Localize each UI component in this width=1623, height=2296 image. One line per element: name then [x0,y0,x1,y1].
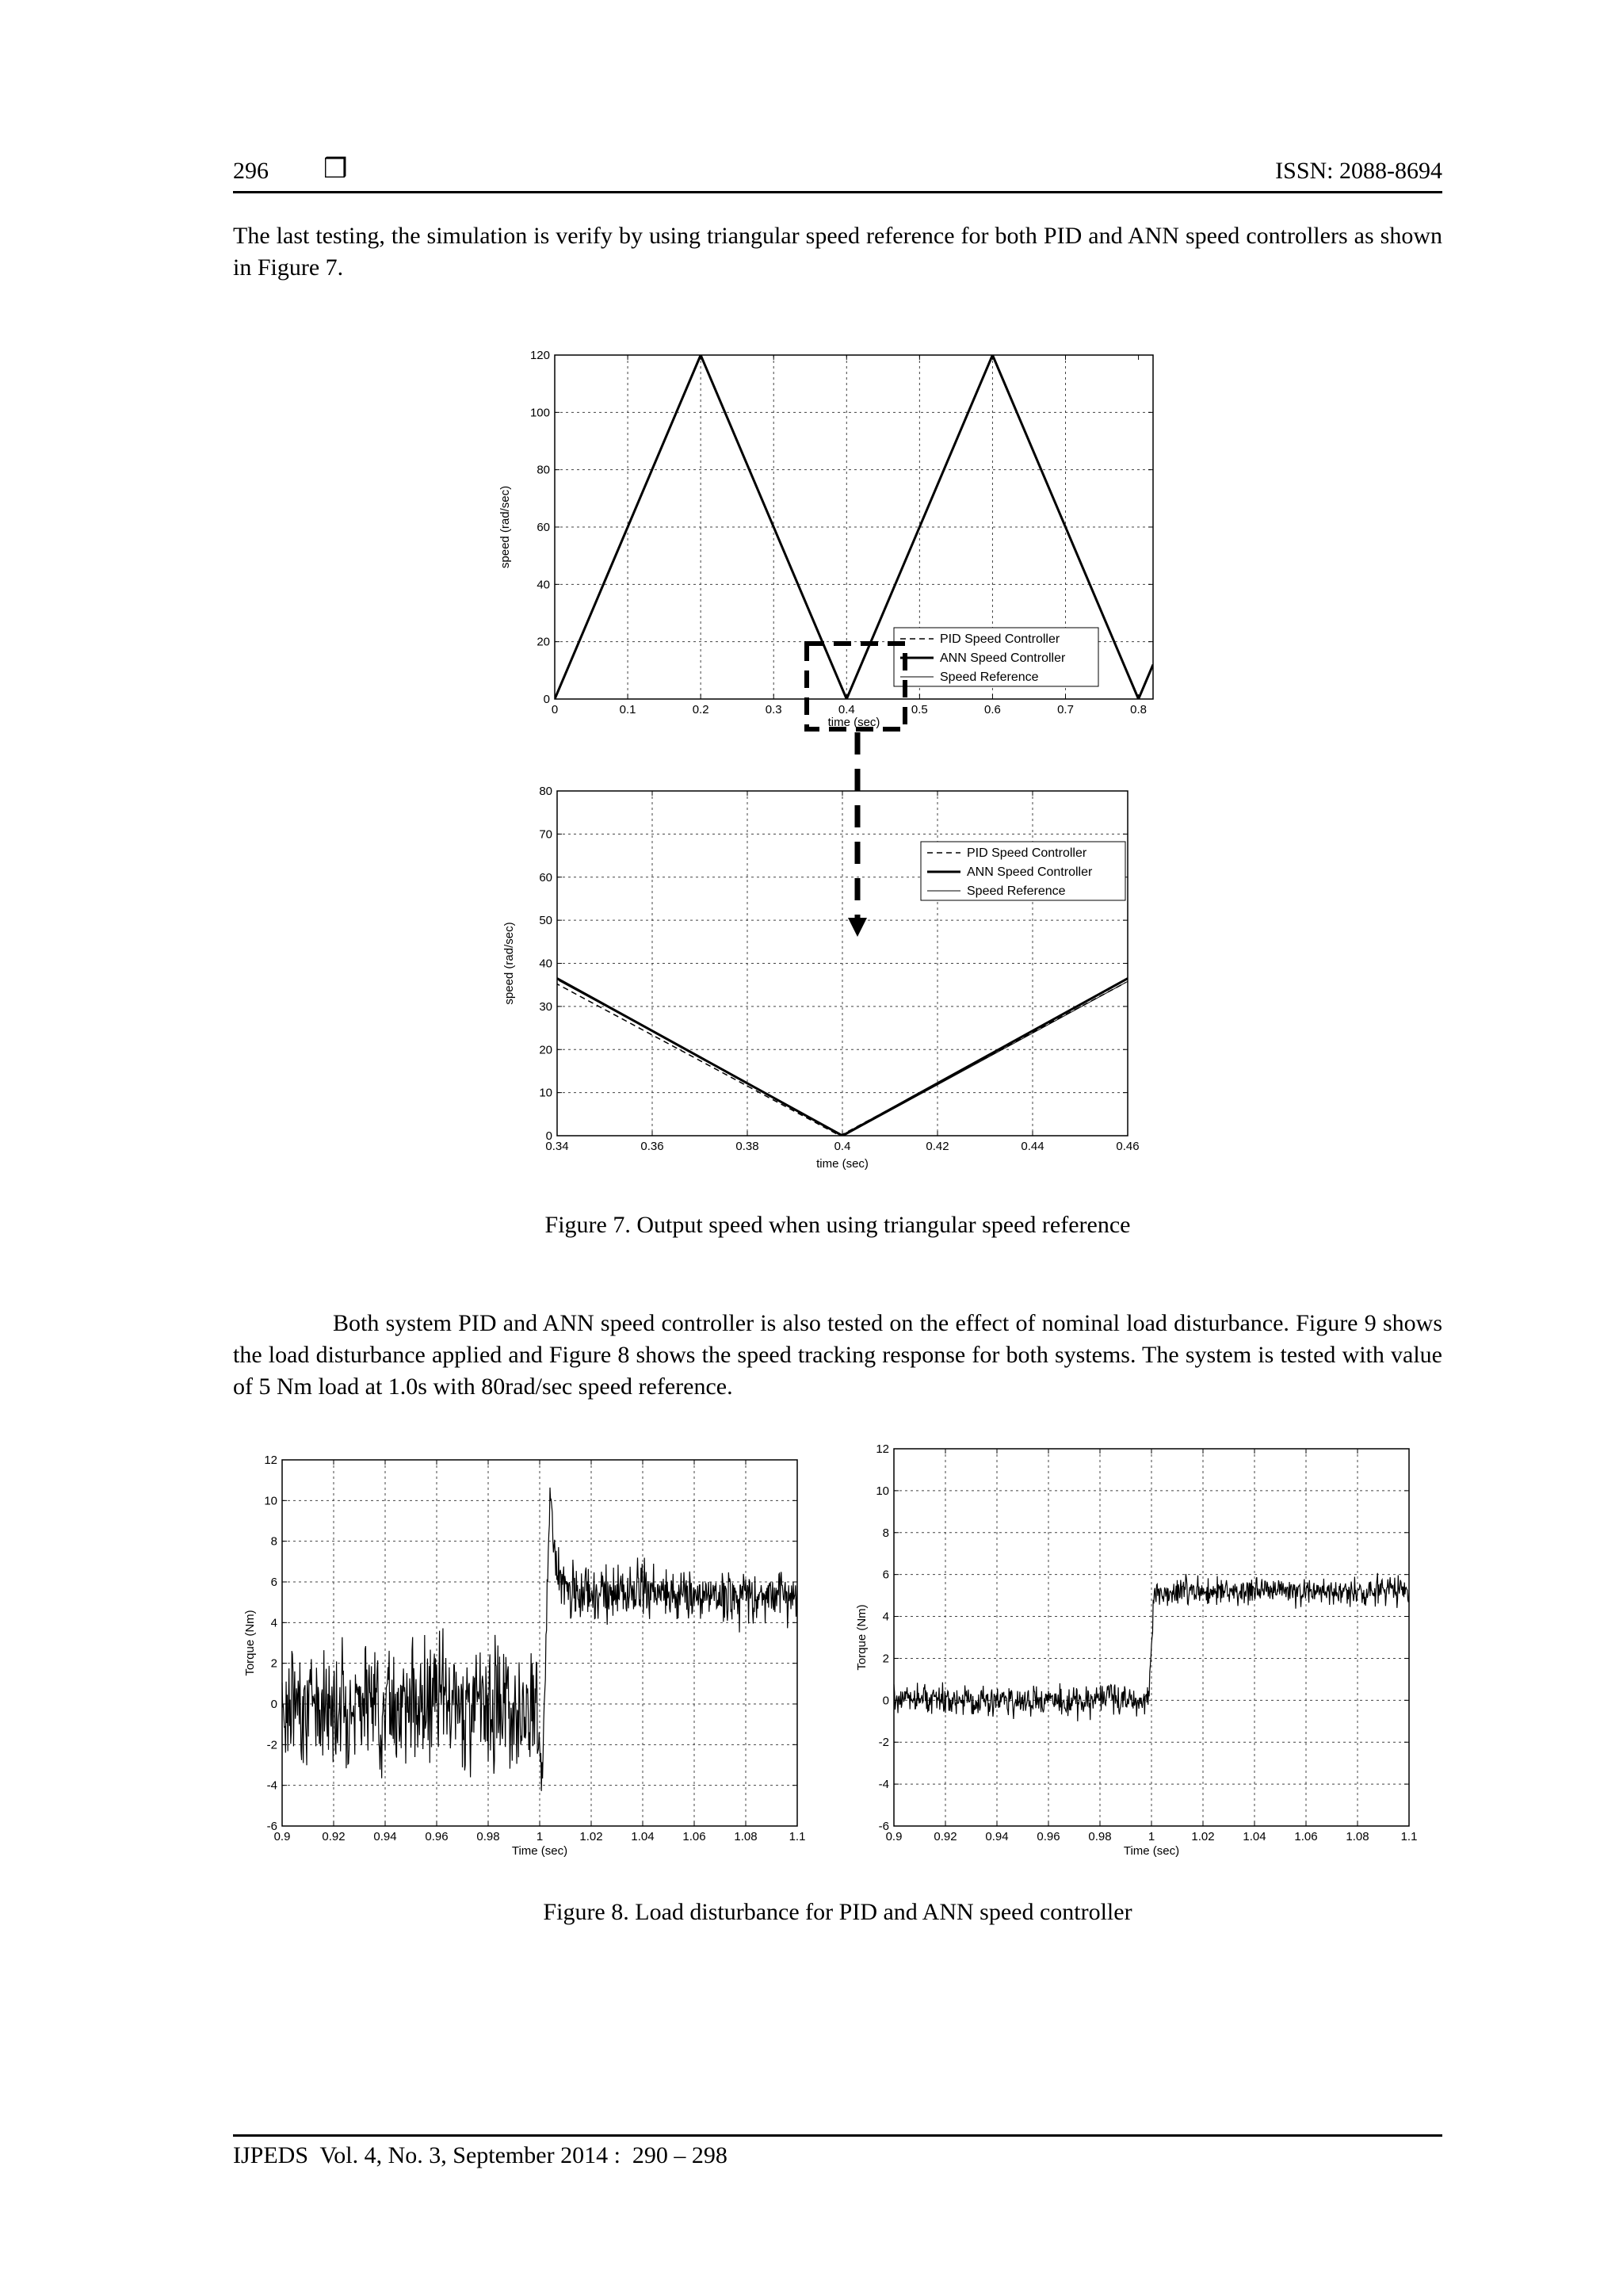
y-tick-label: 40 [537,578,550,592]
x-axis-label: Time (sec) [1123,1844,1180,1858]
x-axis-label: time (sec) [816,1157,869,1171]
x-tick-label: 0.46 [1116,1140,1140,1153]
x-tick-label: 0 [551,703,559,716]
y-tick-label: 10 [876,1484,889,1498]
figure7 [491,341,1173,1221]
y-tick-label: -2 [878,1736,889,1750]
x-tick-label: 0.42 [926,1140,949,1153]
x-tick-label: 0.1 [619,703,636,716]
x-tick-label: 0.98 [1088,1830,1112,1843]
x-tick-label: 0.38 [735,1140,759,1153]
chart-torque-ann [855,1442,1417,1858]
x-tick-label: 0.4 [834,1140,851,1153]
chart-triangular-speed [498,349,1153,729]
y-tick-label: 4 [270,1616,277,1630]
figure8-ann [845,1435,1431,1862]
legend-label: ANN Speed Controller [940,651,1066,665]
figure7-caption: Figure 7. Output speed when using triangular speed reference [544,1212,1131,1238]
footer-citation: IJPEDS Vol. 4, No. 3, September 2014 : 290 – 298 [233,2142,727,2168]
y-tick-label: 20 [539,1043,552,1057]
x-tick-label: 1 [1148,1830,1155,1843]
y-tick-label: 0 [270,1698,277,1711]
y-axis-label: Torque (Nm) [855,1604,869,1671]
y-tick-label: 80 [537,463,550,477]
y-tick-label: -2 [266,1738,277,1752]
y-tick-label: 70 [539,827,552,842]
legend [894,628,1098,686]
y-tick-label: 12 [876,1442,889,1456]
y-tick-label: 120 [529,349,550,362]
x-tick-label: 0.92 [322,1830,346,1843]
x-tick-label: 1.06 [1294,1830,1318,1843]
y-axis-label: Torque (Nm) [243,1610,257,1676]
chart-triangular-speed-zoom [502,785,1140,1171]
y-tick-label: -4 [878,1778,889,1792]
x-tick-label: 0.3 [765,703,782,716]
x-tick-label: 0.4 [838,703,855,716]
x-tick-label: 1.1 [789,1830,806,1843]
y-tick-label: 60 [537,521,550,534]
y-tick-label: 8 [270,1534,277,1549]
y-axis-label: speed (rad/sec) [498,485,512,569]
x-tick-label: 1.02 [1191,1830,1215,1843]
x-tick-label: 0.98 [476,1830,500,1843]
y-tick-label: 6 [882,1568,889,1582]
y-tick-label: 20 [537,635,550,649]
x-tick-label: 0.96 [1037,1830,1060,1843]
figure8-caption: Figure 8. Load disturbance for PID and ANN speed controller [543,1899,1132,1925]
y-tick-label: 30 [539,999,552,1014]
y-tick-label: 2 [882,1652,889,1666]
legend-label: PID Speed Controller [967,846,1087,860]
y-tick-label: 80 [539,785,552,798]
x-tick-label: 1.08 [734,1830,758,1843]
x-tick-label: 0.94 [985,1830,1009,1843]
x-tick-label: 1.04 [631,1830,655,1843]
x-tick-label: 0.96 [425,1830,449,1843]
legend-label: PID Speed Controller [940,632,1060,646]
x-axis-label: time (sec) [827,716,880,729]
y-tick-label: 0 [882,1694,889,1708]
y-tick-label: 0 [545,1129,552,1143]
legend-label: ANN Speed Controller [967,865,1093,879]
y-tick-label: 100 [529,406,550,420]
x-tick-label: 0.92 [934,1830,957,1843]
y-tick-label: 4 [882,1610,889,1624]
legend [921,842,1125,900]
figure8-pid [233,1435,819,1862]
x-tick-label: 0.8 [1130,703,1148,716]
x-tick-label: 0.2 [692,703,709,716]
y-tick-label: 0 [543,693,550,706]
y-tick-label: -6 [878,1820,889,1833]
x-tick-label: 1 [536,1830,544,1843]
x-tick-label: 0.9 [885,1830,903,1843]
x-tick-label: 0.36 [640,1140,664,1153]
y-tick-label: -6 [266,1820,277,1833]
x-tick-label: 1.08 [1346,1830,1369,1843]
y-tick-label: 6 [270,1576,277,1589]
y-tick-label: 12 [264,1454,277,1467]
y-tick-label: 8 [882,1526,889,1540]
page-number: 296 [233,158,269,184]
x-tick-label: 0.34 [545,1140,569,1153]
y-tick-label: -4 [266,1778,277,1793]
paragraph-load-disturbance: Both system PID and ANN speed controller is also tested on the effect of nominal load disturbance. Figure 9 shows the load disturbance applied and Figure 8 shows the speed tracking response for both systems. The system is tested with value of 5 Nm load at 1.0s with 80rad/sec speed reference. [233,1310,1442,1400]
y-tick-label: 40 [539,957,552,971]
legend-label: Speed Reference [967,884,1066,898]
y-tick-label: 50 [539,914,552,928]
x-tick-label: 1.02 [579,1830,603,1843]
x-tick-label: 1.04 [1243,1830,1266,1843]
paragraph-intro: The last testing, the simulation is verify by using triangular speed reference for both PID and ANN speed controllers as shown in Figure 7. [233,223,1442,281]
header-rule [233,191,1442,193]
box-icon: ❒ [323,155,348,184]
x-tick-label: 0.94 [373,1830,397,1843]
x-tick-label: 0.5 [911,703,928,716]
x-tick-label: 0.7 [1057,703,1074,716]
x-tick-label: 0.44 [1021,1140,1044,1153]
x-tick-label: 1.1 [1400,1830,1418,1843]
y-tick-label: 10 [264,1494,277,1508]
x-tick-label: 0.6 [984,703,1001,716]
x-tick-label: 0.9 [273,1830,291,1843]
y-tick-label: 60 [539,870,552,884]
journal-issn: ISSN: 2088-8694 [1275,158,1442,184]
footer-rule [233,2134,1442,2137]
x-axis-label: Time (sec) [511,1844,568,1858]
y-tick-label: 10 [539,1086,552,1100]
chart-torque-pid [243,1454,805,1858]
y-axis-label: speed (rad/sec) [502,922,516,1005]
legend-label: Speed Reference [940,670,1039,684]
x-tick-label: 1.06 [682,1830,706,1843]
y-tick-label: 2 [270,1656,277,1671]
